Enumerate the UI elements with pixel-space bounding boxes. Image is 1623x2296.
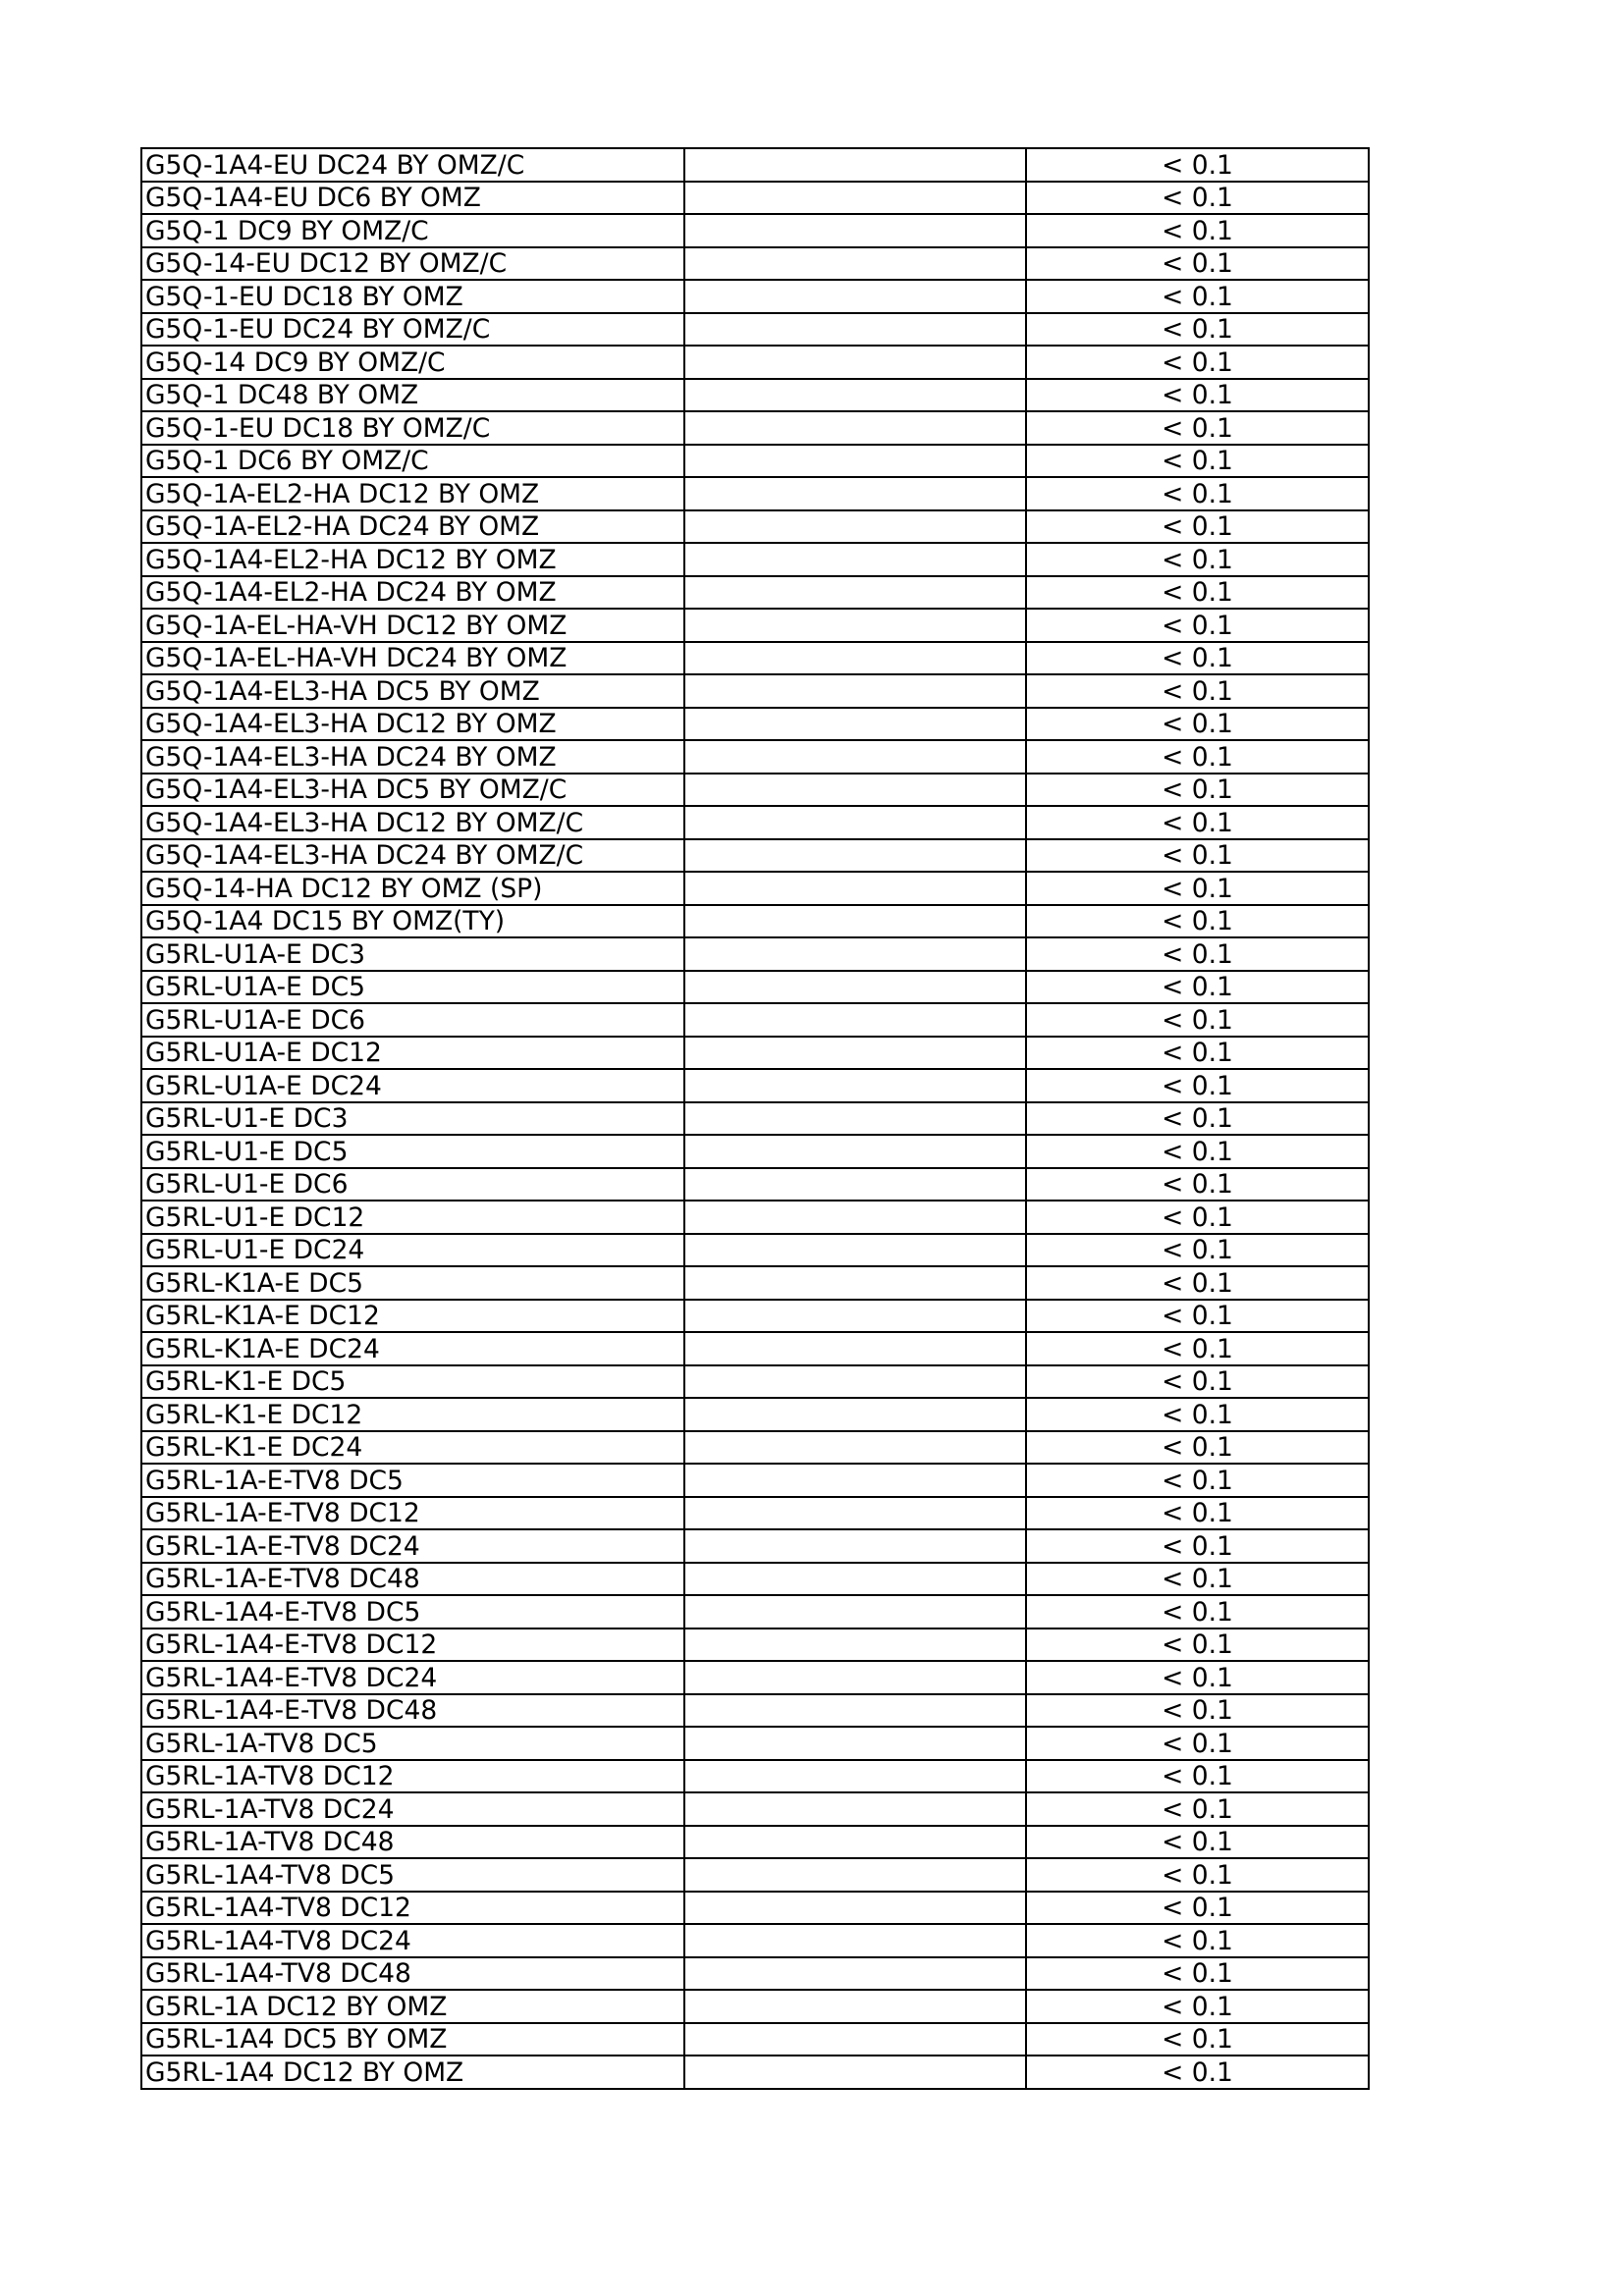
value-cell: < 0.1 bbox=[1026, 1234, 1369, 1267]
parts-table bbox=[140, 147, 1370, 2090]
value-cell: < 0.1 bbox=[1026, 1694, 1369, 1728]
table-row bbox=[141, 247, 1369, 281]
blank-cell bbox=[684, 1694, 1026, 1728]
value-cell: < 0.1 bbox=[1026, 839, 1369, 873]
blank-cell bbox=[684, 477, 1026, 510]
table-row bbox=[141, 2056, 1369, 2089]
table-row bbox=[141, 609, 1369, 642]
blank-cell bbox=[684, 1431, 1026, 1465]
part-number-cell: G5RL-K1A-E DC24 bbox=[141, 1332, 684, 1365]
value-cell: < 0.1 bbox=[1026, 1069, 1369, 1102]
part-number-cell: G5RL-U1-E DC24 bbox=[141, 1234, 684, 1267]
blank-cell bbox=[684, 445, 1026, 478]
part-number-cell: G5RL-U1A-E DC5 bbox=[141, 971, 684, 1004]
value-cell: < 0.1 bbox=[1026, 477, 1369, 510]
part-number-cell: G5RL-U1-E DC12 bbox=[141, 1201, 684, 1234]
value-cell: < 0.1 bbox=[1026, 1990, 1369, 2023]
blank-cell bbox=[684, 1234, 1026, 1267]
part-number-cell: G5Q-1A4 DC15 BY OMZ(TY) bbox=[141, 905, 684, 938]
part-number-cell: G5RL-U1-E DC6 bbox=[141, 1168, 684, 1201]
part-number-cell: G5Q-1A-EL2-HA DC24 BY OMZ bbox=[141, 510, 684, 544]
part-number-cell: G5RL-1A-E-TV8 DC48 bbox=[141, 1563, 684, 1596]
table-row bbox=[141, 214, 1369, 247]
blank-cell bbox=[684, 1102, 1026, 1136]
table-row bbox=[141, 1957, 1369, 1991]
blank-cell bbox=[684, 1990, 1026, 2023]
blank-cell bbox=[684, 576, 1026, 610]
blank-cell bbox=[684, 1300, 1026, 1333]
table-row bbox=[141, 872, 1369, 905]
table-row bbox=[141, 774, 1369, 807]
value-cell: < 0.1 bbox=[1026, 313, 1369, 347]
table-row bbox=[141, 576, 1369, 610]
part-number-cell: G5Q-1A4-EL2-HA DC12 BY OMZ bbox=[141, 543, 684, 576]
part-number-cell: G5RL-K1A-E DC5 bbox=[141, 1266, 684, 1300]
table-row bbox=[141, 1332, 1369, 1365]
part-number-cell: G5Q-1A-EL2-HA DC12 BY OMZ bbox=[141, 477, 684, 510]
value-cell: < 0.1 bbox=[1026, 708, 1369, 741]
table-row bbox=[141, 1629, 1369, 1662]
part-number-cell: G5RL-1A4-TV8 DC24 bbox=[141, 1924, 684, 1957]
table-row bbox=[141, 1266, 1369, 1300]
table-row bbox=[141, 510, 1369, 544]
part-number-cell: G5RL-1A-E-TV8 DC12 bbox=[141, 1497, 684, 1530]
part-number-cell: G5RL-U1-E DC5 bbox=[141, 1135, 684, 1168]
value-cell: < 0.1 bbox=[1026, 1497, 1369, 1530]
blank-cell bbox=[684, 543, 1026, 576]
table-row bbox=[141, 1168, 1369, 1201]
part-number-cell: G5Q-1-EU DC18 BY OMZ/C bbox=[141, 411, 684, 445]
part-number-cell: G5RL-1A4-E-TV8 DC12 bbox=[141, 1629, 684, 1662]
value-cell: < 0.1 bbox=[1026, 1529, 1369, 1563]
value-cell: < 0.1 bbox=[1026, 1332, 1369, 1365]
blank-cell bbox=[684, 280, 1026, 313]
value-cell: < 0.1 bbox=[1026, 1464, 1369, 1497]
value-cell: < 0.1 bbox=[1026, 1431, 1369, 1465]
part-number-cell: G5Q-1A4-EL3-HA DC5 BY OMZ/C bbox=[141, 774, 684, 807]
value-cell: < 0.1 bbox=[1026, 1826, 1369, 1859]
value-cell: < 0.1 bbox=[1026, 1924, 1369, 1957]
table-row bbox=[141, 937, 1369, 971]
blank-cell bbox=[684, 1168, 1026, 1201]
part-number-cell: G5RL-U1-E DC3 bbox=[141, 1102, 684, 1136]
table-row bbox=[141, 148, 1369, 182]
table-row bbox=[141, 1595, 1369, 1629]
blank-cell bbox=[684, 1266, 1026, 1300]
table-row bbox=[141, 2023, 1369, 2056]
part-number-cell: G5Q-1A-EL-HA-VH DC24 BY OMZ bbox=[141, 642, 684, 675]
table-row bbox=[141, 1990, 1369, 2023]
part-number-cell: G5Q-1A4-EU DC6 BY OMZ bbox=[141, 182, 684, 215]
blank-cell bbox=[684, 774, 1026, 807]
part-number-cell: G5Q-1A4-EL2-HA DC24 BY OMZ bbox=[141, 576, 684, 610]
value-cell: < 0.1 bbox=[1026, 1661, 1369, 1694]
part-number-cell: G5RL-1A4 DC12 BY OMZ bbox=[141, 2056, 684, 2089]
table-row bbox=[141, 1858, 1369, 1892]
part-number-cell: G5RL-1A-TV8 DC24 bbox=[141, 1792, 684, 1826]
blank-cell bbox=[684, 1201, 1026, 1234]
blank-cell bbox=[684, 1792, 1026, 1826]
blank-cell bbox=[684, 1858, 1026, 1892]
blank-cell bbox=[684, 674, 1026, 708]
table-row bbox=[141, 806, 1369, 839]
table-row bbox=[141, 1760, 1369, 1793]
table-row bbox=[141, 642, 1369, 675]
value-cell: < 0.1 bbox=[1026, 1563, 1369, 1596]
value-cell: < 0.1 bbox=[1026, 1629, 1369, 1662]
value-cell: < 0.1 bbox=[1026, 1365, 1369, 1399]
table-row bbox=[141, 1365, 1369, 1399]
value-cell: < 0.1 bbox=[1026, 411, 1369, 445]
blank-cell bbox=[684, 1760, 1026, 1793]
table-row bbox=[141, 1792, 1369, 1826]
value-cell: < 0.1 bbox=[1026, 905, 1369, 938]
part-number-cell: G5Q-1A4-EL3-HA DC24 BY OMZ/C bbox=[141, 839, 684, 873]
value-cell: < 0.1 bbox=[1026, 642, 1369, 675]
part-number-cell: G5Q-14-HA DC12 BY OMZ (SP) bbox=[141, 872, 684, 905]
part-number-cell: G5Q-1 DC48 BY OMZ bbox=[141, 379, 684, 412]
value-cell: < 0.1 bbox=[1026, 1135, 1369, 1168]
part-number-cell: G5Q-1A4-EL3-HA DC12 BY OMZ/C bbox=[141, 806, 684, 839]
table-row bbox=[141, 971, 1369, 1004]
part-number-cell: G5RL-1A4-TV8 DC5 bbox=[141, 1858, 684, 1892]
part-number-cell: G5RL-1A4-E-TV8 DC48 bbox=[141, 1694, 684, 1728]
value-cell: < 0.1 bbox=[1026, 1168, 1369, 1201]
parts-table-body bbox=[141, 148, 1369, 2089]
blank-cell bbox=[684, 937, 1026, 971]
value-cell: < 0.1 bbox=[1026, 937, 1369, 971]
blank-cell bbox=[684, 1398, 1026, 1431]
part-number-cell: G5RL-1A-E-TV8 DC24 bbox=[141, 1529, 684, 1563]
part-number-cell: G5Q-1A4-EL3-HA DC5 BY OMZ bbox=[141, 674, 684, 708]
blank-cell bbox=[684, 1661, 1026, 1694]
table-row bbox=[141, 1924, 1369, 1957]
blank-cell bbox=[684, 609, 1026, 642]
blank-cell bbox=[684, 1924, 1026, 1957]
value-cell: < 0.1 bbox=[1026, 543, 1369, 576]
table-row bbox=[141, 674, 1369, 708]
blank-cell bbox=[684, 839, 1026, 873]
value-cell: < 0.1 bbox=[1026, 1003, 1369, 1037]
value-cell: < 0.1 bbox=[1026, 576, 1369, 610]
blank-cell bbox=[684, 1595, 1026, 1629]
part-number-cell: G5RL-U1A-E DC3 bbox=[141, 937, 684, 971]
value-cell: < 0.1 bbox=[1026, 1266, 1369, 1300]
table-row bbox=[141, 543, 1369, 576]
part-number-cell: G5Q-1-EU DC18 BY OMZ bbox=[141, 280, 684, 313]
table-row bbox=[141, 1727, 1369, 1760]
part-number-cell: G5Q-1A4-EU DC24 BY OMZ/C bbox=[141, 148, 684, 182]
part-number-cell: G5RL-1A4-E-TV8 DC5 bbox=[141, 1595, 684, 1629]
part-number-cell: G5Q-1A-EL-HA-VH DC12 BY OMZ bbox=[141, 609, 684, 642]
part-number-cell: G5RL-U1A-E DC6 bbox=[141, 1003, 684, 1037]
blank-cell bbox=[684, 1069, 1026, 1102]
part-number-cell: G5RL-K1-E DC5 bbox=[141, 1365, 684, 1399]
blank-cell bbox=[684, 1727, 1026, 1760]
value-cell: < 0.1 bbox=[1026, 971, 1369, 1004]
table-row bbox=[141, 1201, 1369, 1234]
part-number-cell: G5RL-U1A-E DC12 bbox=[141, 1037, 684, 1070]
table-row bbox=[141, 182, 1369, 215]
table-row bbox=[141, 1135, 1369, 1168]
table-row bbox=[141, 1037, 1369, 1070]
table-row bbox=[141, 1661, 1369, 1694]
part-number-cell: G5Q-1A4-EL3-HA DC24 BY OMZ bbox=[141, 740, 684, 774]
table-row bbox=[141, 1497, 1369, 1530]
table-row bbox=[141, 313, 1369, 347]
blank-cell bbox=[684, 1332, 1026, 1365]
table-row bbox=[141, 1234, 1369, 1267]
value-cell: < 0.1 bbox=[1026, 182, 1369, 215]
table-row bbox=[141, 1826, 1369, 1859]
value-cell: < 0.1 bbox=[1026, 346, 1369, 379]
blank-cell bbox=[684, 247, 1026, 281]
value-cell: < 0.1 bbox=[1026, 674, 1369, 708]
part-number-cell: G5Q-1 DC6 BY OMZ/C bbox=[141, 445, 684, 478]
blank-cell bbox=[684, 642, 1026, 675]
table-row bbox=[141, 839, 1369, 873]
value-cell: < 0.1 bbox=[1026, 1892, 1369, 1925]
blank-cell bbox=[684, 1826, 1026, 1859]
value-cell: < 0.1 bbox=[1026, 214, 1369, 247]
table-row bbox=[141, 411, 1369, 445]
part-number-cell: G5RL-1A4-TV8 DC48 bbox=[141, 1957, 684, 1991]
blank-cell bbox=[684, 411, 1026, 445]
value-cell: < 0.1 bbox=[1026, 1102, 1369, 1136]
table-row bbox=[141, 740, 1369, 774]
blank-cell bbox=[684, 313, 1026, 347]
table-row bbox=[141, 1529, 1369, 1563]
part-number-cell: G5RL-1A4 DC5 BY OMZ bbox=[141, 2023, 684, 2056]
blank-cell bbox=[684, 182, 1026, 215]
value-cell: < 0.1 bbox=[1026, 1792, 1369, 1826]
blank-cell bbox=[684, 1957, 1026, 1991]
value-cell: < 0.1 bbox=[1026, 247, 1369, 281]
value-cell: < 0.1 bbox=[1026, 740, 1369, 774]
value-cell: < 0.1 bbox=[1026, 148, 1369, 182]
blank-cell bbox=[684, 1892, 1026, 1925]
blank-cell bbox=[684, 148, 1026, 182]
table-row bbox=[141, 280, 1369, 313]
part-number-cell: G5RL-K1-E DC24 bbox=[141, 1431, 684, 1465]
table-row bbox=[141, 1102, 1369, 1136]
table-row bbox=[141, 905, 1369, 938]
part-number-cell: G5RL-K1A-E DC12 bbox=[141, 1300, 684, 1333]
blank-cell bbox=[684, 1037, 1026, 1070]
blank-cell bbox=[684, 1563, 1026, 1596]
part-number-cell: G5RL-1A4-E-TV8 DC24 bbox=[141, 1661, 684, 1694]
blank-cell bbox=[684, 708, 1026, 741]
part-number-cell: G5RL-1A4-TV8 DC12 bbox=[141, 1892, 684, 1925]
blank-cell bbox=[684, 214, 1026, 247]
blank-cell bbox=[684, 1497, 1026, 1530]
part-number-cell: G5RL-K1-E DC12 bbox=[141, 1398, 684, 1431]
value-cell: < 0.1 bbox=[1026, 609, 1369, 642]
blank-cell bbox=[684, 971, 1026, 1004]
value-cell: < 0.1 bbox=[1026, 1858, 1369, 1892]
part-number-cell: G5RL-1A-E-TV8 DC5 bbox=[141, 1464, 684, 1497]
blank-cell bbox=[684, 1629, 1026, 1662]
value-cell: < 0.1 bbox=[1026, 1760, 1369, 1793]
value-cell: < 0.1 bbox=[1026, 2023, 1369, 2056]
part-number-cell: G5RL-U1A-E DC24 bbox=[141, 1069, 684, 1102]
blank-cell bbox=[684, 1365, 1026, 1399]
table-row bbox=[141, 379, 1369, 412]
value-cell: < 0.1 bbox=[1026, 445, 1369, 478]
table-row bbox=[141, 1003, 1369, 1037]
part-number-cell: G5Q-1 DC9 BY OMZ/C bbox=[141, 214, 684, 247]
table-row bbox=[141, 1069, 1369, 1102]
part-number-cell: G5RL-1A-TV8 DC12 bbox=[141, 1760, 684, 1793]
part-number-cell: G5RL-1A DC12 BY OMZ bbox=[141, 1990, 684, 2023]
value-cell: < 0.1 bbox=[1026, 1957, 1369, 1991]
table-row bbox=[141, 1431, 1369, 1465]
part-number-cell: G5RL-1A-TV8 DC48 bbox=[141, 1826, 684, 1859]
value-cell: < 0.1 bbox=[1026, 1201, 1369, 1234]
table-row bbox=[141, 477, 1369, 510]
table-row bbox=[141, 708, 1369, 741]
value-cell: < 0.1 bbox=[1026, 510, 1369, 544]
blank-cell bbox=[684, 1464, 1026, 1497]
blank-cell bbox=[684, 872, 1026, 905]
table-row bbox=[141, 1563, 1369, 1596]
value-cell: < 0.1 bbox=[1026, 1398, 1369, 1431]
value-cell: < 0.1 bbox=[1026, 1037, 1369, 1070]
part-number-cell: G5RL-1A-TV8 DC5 bbox=[141, 1727, 684, 1760]
blank-cell bbox=[684, 740, 1026, 774]
blank-cell bbox=[684, 905, 1026, 938]
value-cell: < 0.1 bbox=[1026, 379, 1369, 412]
value-cell: < 0.1 bbox=[1026, 1595, 1369, 1629]
blank-cell bbox=[684, 2056, 1026, 2089]
blank-cell bbox=[684, 379, 1026, 412]
part-number-cell: G5Q-14-EU DC12 BY OMZ/C bbox=[141, 247, 684, 281]
value-cell: < 0.1 bbox=[1026, 806, 1369, 839]
table-row bbox=[141, 445, 1369, 478]
value-cell: < 0.1 bbox=[1026, 872, 1369, 905]
part-number-cell: G5Q-1-EU DC24 BY OMZ/C bbox=[141, 313, 684, 347]
blank-cell bbox=[684, 2023, 1026, 2056]
table-row bbox=[141, 346, 1369, 379]
value-cell: < 0.1 bbox=[1026, 1300, 1369, 1333]
table-row bbox=[141, 1398, 1369, 1431]
value-cell: < 0.1 bbox=[1026, 2056, 1369, 2089]
blank-cell bbox=[684, 1003, 1026, 1037]
value-cell: < 0.1 bbox=[1026, 774, 1369, 807]
value-cell: < 0.1 bbox=[1026, 1727, 1369, 1760]
blank-cell bbox=[684, 1135, 1026, 1168]
part-number-cell: G5Q-14 DC9 BY OMZ/C bbox=[141, 346, 684, 379]
blank-cell bbox=[684, 346, 1026, 379]
table-row bbox=[141, 1300, 1369, 1333]
blank-cell bbox=[684, 510, 1026, 544]
table-row bbox=[141, 1892, 1369, 1925]
blank-cell bbox=[684, 1529, 1026, 1563]
part-number-cell: G5Q-1A4-EL3-HA DC12 BY OMZ bbox=[141, 708, 684, 741]
value-cell: < 0.1 bbox=[1026, 280, 1369, 313]
table-row bbox=[141, 1694, 1369, 1728]
table-row bbox=[141, 1464, 1369, 1497]
blank-cell bbox=[684, 806, 1026, 839]
